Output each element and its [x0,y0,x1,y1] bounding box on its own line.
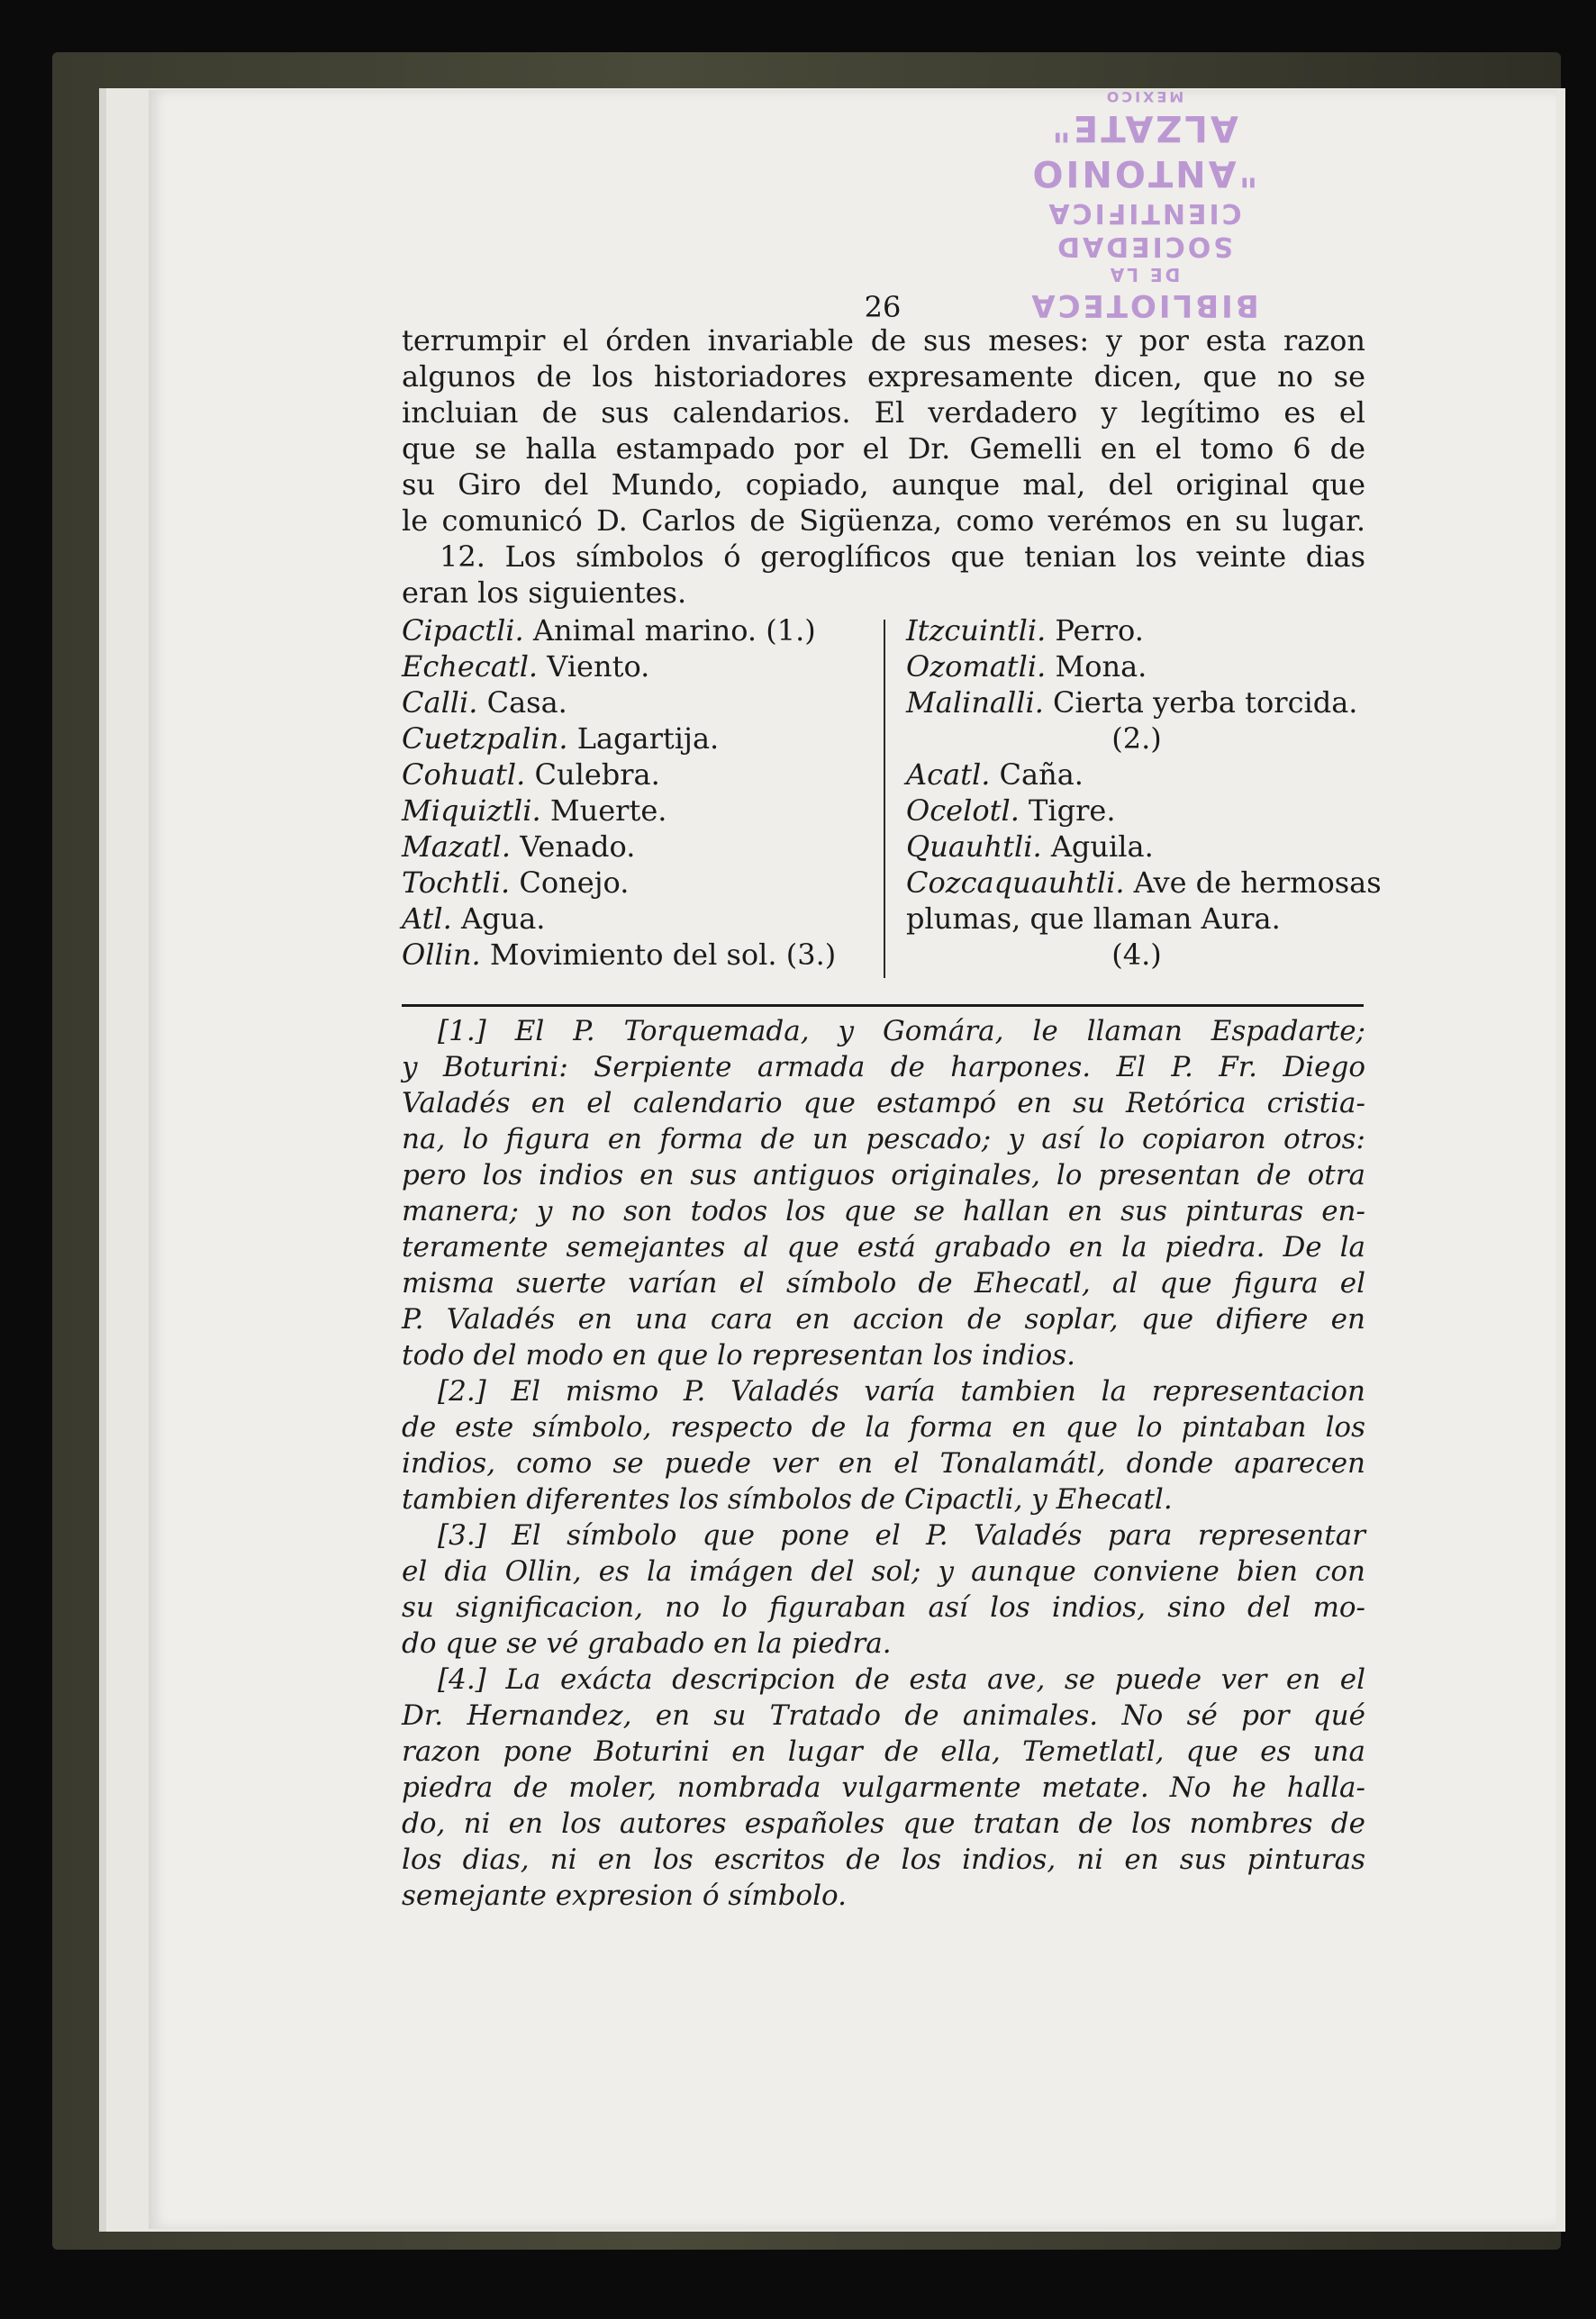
day-entry [906,793,1367,829]
footnotes [402,1013,1365,1914]
note-line: Valadés en el calendario que estampó en su Retórica cristia- [402,1087,1365,1119]
day-meaning: Culebra. [534,757,660,792]
note-line: de este símbolo, respecto de la forma en que lo pintaban los [402,1411,1365,1444]
day-name: Ozomatli. [906,649,1047,684]
footnote-1-cont [402,1049,1365,1373]
day-name: Calli. [402,685,478,720]
day-column-right [906,612,1382,973]
day-name: Tochtli. [402,865,511,900]
day-name: Acatl. [906,757,991,792]
note-line: [1.] El P. Torquemada, y Gomára, le llaman Espadarte; [438,1015,1365,1047]
note-line: piedra de moler, nombrada vulgarmente metate. No he halla- [402,1771,1365,1804]
day-meaning: Agua. [460,901,546,936]
day-entry [906,865,1382,901]
footnote-2 [402,1373,1365,1517]
day-name: Cipactli. [402,613,524,648]
note-line: el dia Ollin, es la imágen del sol; y aunque conviene bien con [402,1555,1365,1588]
day-name: Cuetzpalin. [402,721,568,756]
day-meaning: Caña. [999,757,1084,792]
day-name: Ocelotl. [906,793,1020,828]
day-meaning: Aguila. [1050,829,1154,864]
day-entry [402,829,879,865]
note-line: do, ni en los autores españoles que tratan de los nombres de [402,1807,1365,1840]
stamp-line: "ANTONIO ALZATE" [1029,107,1258,195]
day-name: Malinalli. [906,685,1044,720]
note-line: tambien diferentes los símbolos de Cipactli, y Ehecatl. [402,1483,1173,1516]
day-entry [906,612,1367,648]
paragraph-12-line: 12. Los símbolos ó geroglíficos que tenian los veinte dias [440,539,1365,574]
day-meaning: Muerte. [549,793,667,828]
paragraph-12-line: eran los siguientes. [402,575,687,610]
day-meaning: Perro. [1055,613,1144,648]
day-entry [906,684,1367,720]
day-entry-continuation [906,901,1367,937]
note-line: misma suerte varían el símbolo de Ehecatl, al que figura el [402,1267,1365,1300]
day-entry [402,793,879,829]
day-name: Quauhtli. [906,829,1042,864]
day-meaning: Lagartija. [576,721,720,756]
body-line: terrumpir el órden invariable de sus meses: y por esta razon [402,323,1365,358]
day-entry [402,756,879,793]
body-line: que se halla estampado por el Dr. Gemelli en el tomo 6 de [402,431,1365,466]
stamp-line: MEXICO [1103,88,1184,106]
day-symbols-table [402,612,1382,982]
day-meaning: (4.) [1111,938,1162,972]
note-line: y Boturini: Serpiente armada de harpones. El P. Fr. Diego [402,1051,1365,1083]
note-line: na, lo figura en forma de un pescado; y así lo copiaron otros: [402,1123,1365,1155]
day-entry [402,648,879,684]
page-number: 26 [864,290,902,324]
day-name: Cozcaquauhtli. [906,865,1125,900]
footnote-ref [906,937,1367,973]
day-meaning: Ave de hermosas [1133,865,1382,900]
footnote-1 [402,1013,1365,1049]
day-meaning: Casa. [486,685,567,720]
day-meaning: Conejo. [519,865,630,900]
body-line: su Giro del Mundo, copiado, aunque mal, del original que [402,467,1365,502]
footnote-ref [906,720,1367,756]
footnote-rule [402,1004,1364,1007]
day-name: Cohuatl. [402,757,526,792]
day-meaning: Viento. [547,649,650,684]
body-line: incluian de sus calendarios. El verdadero y legítimo es el [402,395,1365,430]
day-meaning: Venado. [520,829,636,864]
note-line: razon pone Boturini en lugar de ella, Temetlatl, que es una [402,1735,1365,1768]
note-line: manera; y no son todos los que se hallan en sus pinturas en- [402,1195,1365,1227]
day-meaning: Cierta yerba torcida. [1053,685,1358,720]
note-line: todo del modo en que lo representan los indios. [402,1339,1076,1372]
note-line: P. Valadés en una cara en accion de soplar, que difiere en [402,1303,1365,1336]
day-entry [402,720,879,756]
note-line: semejante expresion ó símbolo. [402,1880,847,1912]
day-meaning: Tigre. [1029,793,1116,828]
day-entry [402,937,879,973]
note-line: do que se vé grabado en la piedra. [402,1627,892,1660]
day-entry [906,829,1367,865]
library-stamp [973,88,1315,324]
note-line: los dias, ni en los escritos de los indios, ni en sus pinturas [402,1843,1365,1876]
day-entry [402,901,879,937]
note-line: pero los indios en sus antiguos originales, lo presentan de otra [402,1159,1365,1191]
stamp-line: DE LA [1107,264,1181,286]
day-name: Atl. [402,901,452,936]
note-line: Dr. Hernandez, en su Tratado de animales. No sé por qué [402,1699,1365,1732]
day-entry [402,612,879,648]
note-line: teramente semejantes al que está grabado en la piedra. De la [402,1231,1365,1264]
day-name: Itzcuintli. [906,613,1047,648]
body-line: le comunicó D. Carlos de Sigüenza, como verémos en su lugar. [402,503,1365,538]
day-name: Mazatl. [402,829,512,864]
stamp-line: BIBLIOTECA [1029,287,1259,323]
day-entry [402,684,879,720]
day-entry [402,865,879,901]
note-line: su significacion, no lo figuraban así los indios, sino del mo- [402,1591,1365,1624]
column-divider [884,620,885,978]
stamp-line: SOCIEDAD CIENTIFICA [1046,197,1242,263]
note-line: [4.] La exácta descripcion de esta ave, se puede ver en el [438,1663,1365,1696]
day-name: Ollin. [402,938,481,972]
day-meaning: Animal marino. (1.) [532,613,816,648]
day-meaning: Movimiento del sol. (3.) [489,938,837,972]
footnote-3 [402,1517,1365,1662]
day-name: Miquiztli. [402,793,541,828]
day-column-left [402,612,879,973]
footnote-4 [402,1662,1365,1914]
day-meaning: (2.) [1111,721,1162,756]
day-meaning: Mona. [1055,649,1147,684]
note-line: indios, como se puede ver en el Tonalamátl, donde aparecen [402,1447,1365,1480]
day-name: Echecatl. [402,649,539,684]
day-meaning: plumas, que llaman Aura. [906,901,1281,936]
day-entry [906,756,1367,793]
body-text [402,322,1365,611]
note-line: [3.] El símbolo que pone el P. Valadés para representar [438,1519,1365,1552]
day-entry [906,648,1367,684]
note-line: [2.] El mismo P. Valadés varía tambien la representacion [438,1375,1365,1408]
body-line: algunos de los historiadores expresamente dicen, que no se [402,359,1365,394]
